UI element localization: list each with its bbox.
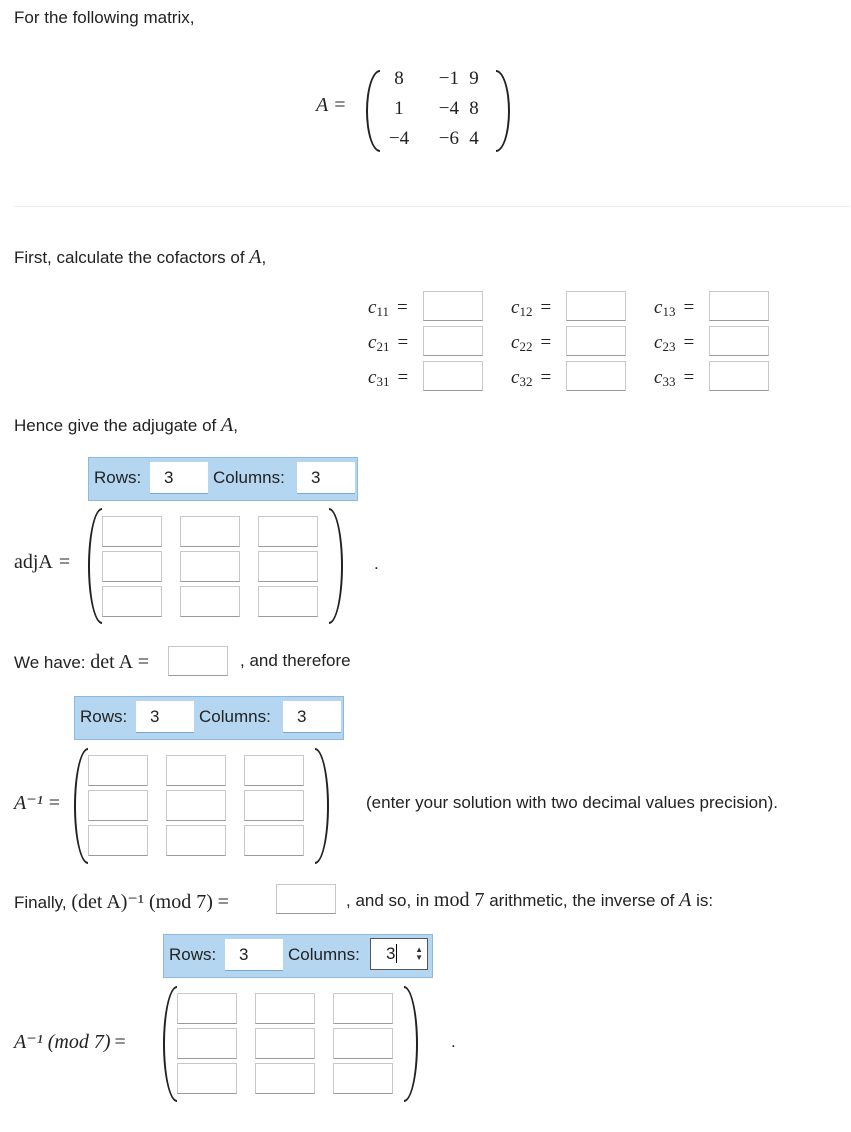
rows-label: Rows:: [94, 468, 142, 487]
inv-cell-2-2[interactable]: [166, 790, 226, 821]
matrix-cell: −4: [388, 128, 410, 149]
c12-input[interactable]: [566, 291, 626, 321]
right-paren: [329, 508, 343, 624]
mod-cell-2-2[interactable]: [255, 1028, 315, 1059]
c23-input[interactable]: [709, 326, 769, 356]
matrix-cell: −1: [438, 68, 459, 89]
rows-input[interactable]: 3: [225, 939, 283, 971]
inv-cell-1-3[interactable]: [244, 755, 304, 786]
rows-label: Rows:: [80, 707, 128, 726]
c21-input[interactable]: [423, 326, 483, 356]
inv-cell-1-1[interactable]: [88, 755, 148, 786]
right-paren: [496, 70, 510, 152]
c33-input[interactable]: [709, 361, 769, 391]
adj-cell-2-2[interactable]: [180, 551, 240, 582]
matrix-a-label: A =: [316, 94, 346, 116]
det-input[interactable]: [168, 646, 228, 676]
columns-input[interactable]: 3: [297, 462, 355, 494]
adjugate-prompt: Hence give the adjugate of A,: [14, 414, 238, 436]
inv-cell-3-3[interactable]: [244, 825, 304, 856]
columns-value: 3: [386, 944, 396, 963]
adj-cell-2-3[interactable]: [258, 551, 318, 582]
inverse-dimensions: [74, 696, 344, 740]
right-paren: [404, 986, 418, 1102]
inv-cell-2-1[interactable]: [88, 790, 148, 821]
adjugate-label: adjA =: [14, 551, 71, 573]
mod-inverse-label: A⁻¹ (mod 7) =: [14, 1031, 126, 1053]
inv-cell-3-2[interactable]: [166, 825, 226, 856]
c22-label: $c_{22}$ =: [511, 332, 552, 354]
mod-cell-3-1[interactable]: [177, 1063, 237, 1094]
c23-label: $c_{23}$ =: [654, 332, 695, 354]
columns-label: Columns:: [199, 707, 271, 726]
mod-cell-3-2[interactable]: [255, 1063, 315, 1094]
modular-line: Finally, (det A)⁻¹ (mod 7) =: [14, 891, 229, 913]
precision-note: (enter your solution with two decimal values precision).: [366, 793, 778, 812]
spinner-arrows-icon[interactable]: ▲ ▼: [415, 945, 423, 962]
c32-input[interactable]: [566, 361, 626, 391]
adj-cell-1-2[interactable]: [180, 516, 240, 547]
adj-cell-3-1[interactable]: [102, 586, 162, 617]
mod-cell-1-3[interactable]: [333, 993, 393, 1024]
rows-input[interactable]: 3: [150, 462, 208, 494]
mod-cell-2-3[interactable]: [333, 1028, 393, 1059]
adj-cell-1-3[interactable]: [258, 516, 318, 547]
mod-inverse-dimensions: [163, 934, 433, 978]
inverse-label: A⁻¹ =: [14, 792, 61, 814]
inv-cell-1-2[interactable]: [166, 755, 226, 786]
intro-text: For the following matrix,: [14, 8, 195, 27]
mod-cell-1-1[interactable]: [177, 993, 237, 1024]
rows-label: Rows:: [169, 945, 217, 964]
left-paren: [74, 748, 88, 864]
matrix-cell: 8: [469, 98, 479, 119]
right-paren: [315, 748, 329, 864]
c12-label: $c_{12}$ =: [511, 297, 552, 319]
mod-cell-3-3[interactable]: [333, 1063, 393, 1094]
matrix-cell: 1: [394, 98, 404, 119]
cofactors-prompt: First, calculate the cofactors of A,: [14, 246, 267, 268]
adjugate-dimensions: [88, 457, 358, 501]
rows-input[interactable]: 3: [136, 701, 194, 733]
adj-cell-2-1[interactable]: [102, 551, 162, 582]
matrix-cell: −4: [438, 98, 459, 119]
inv-cell-3-1[interactable]: [88, 825, 148, 856]
c11-label: $c_{11}$ =: [368, 297, 408, 319]
adj-cell-3-2[interactable]: [180, 586, 240, 617]
mod-cell-1-2[interactable]: [255, 993, 315, 1024]
mod-cell-2-1[interactable]: [177, 1028, 237, 1059]
c31-label: $c_{31}$ =: [368, 367, 409, 389]
modular-text: , and so, in mod 7 arithmetic, the inverse of A is:: [346, 889, 714, 911]
matrix-cell: 9: [469, 68, 479, 89]
columns-input[interactable]: 3: [283, 701, 341, 733]
given-matrix: [385, 64, 489, 154]
adj-cell-3-3[interactable]: [258, 586, 318, 617]
det-suffix: , and therefore: [240, 651, 351, 670]
c33-label: $c_{33}$ =: [654, 367, 695, 389]
c13-label: $c_{13}$ =: [654, 297, 695, 319]
matrix-cell: −6: [438, 128, 459, 149]
c22-input[interactable]: [566, 326, 626, 356]
adj-cell-1-1[interactable]: [102, 516, 162, 547]
left-paren: [163, 986, 177, 1102]
matrix-cell: 4: [469, 128, 479, 149]
c21-label: $c_{21}$ =: [368, 332, 409, 354]
left-paren: [88, 508, 102, 624]
c31-input[interactable]: [423, 361, 483, 391]
c11-input[interactable]: [423, 291, 483, 321]
matrix-cell: 8: [394, 68, 404, 89]
columns-spinner[interactable]: [370, 938, 428, 970]
columns-label: Columns:: [213, 468, 285, 487]
trailing-period: .: [374, 554, 379, 573]
c32-label: $c_{32}$ =: [511, 367, 552, 389]
trailing-period: .: [451, 1032, 456, 1051]
c13-input[interactable]: [709, 291, 769, 321]
left-paren: [366, 70, 380, 152]
divider: [14, 206, 850, 207]
columns-label: Columns:: [288, 945, 360, 964]
inv-cell-2-3[interactable]: [244, 790, 304, 821]
det-inverse-mod-input[interactable]: [276, 884, 336, 914]
det-line: We have: det A =: [14, 651, 150, 673]
